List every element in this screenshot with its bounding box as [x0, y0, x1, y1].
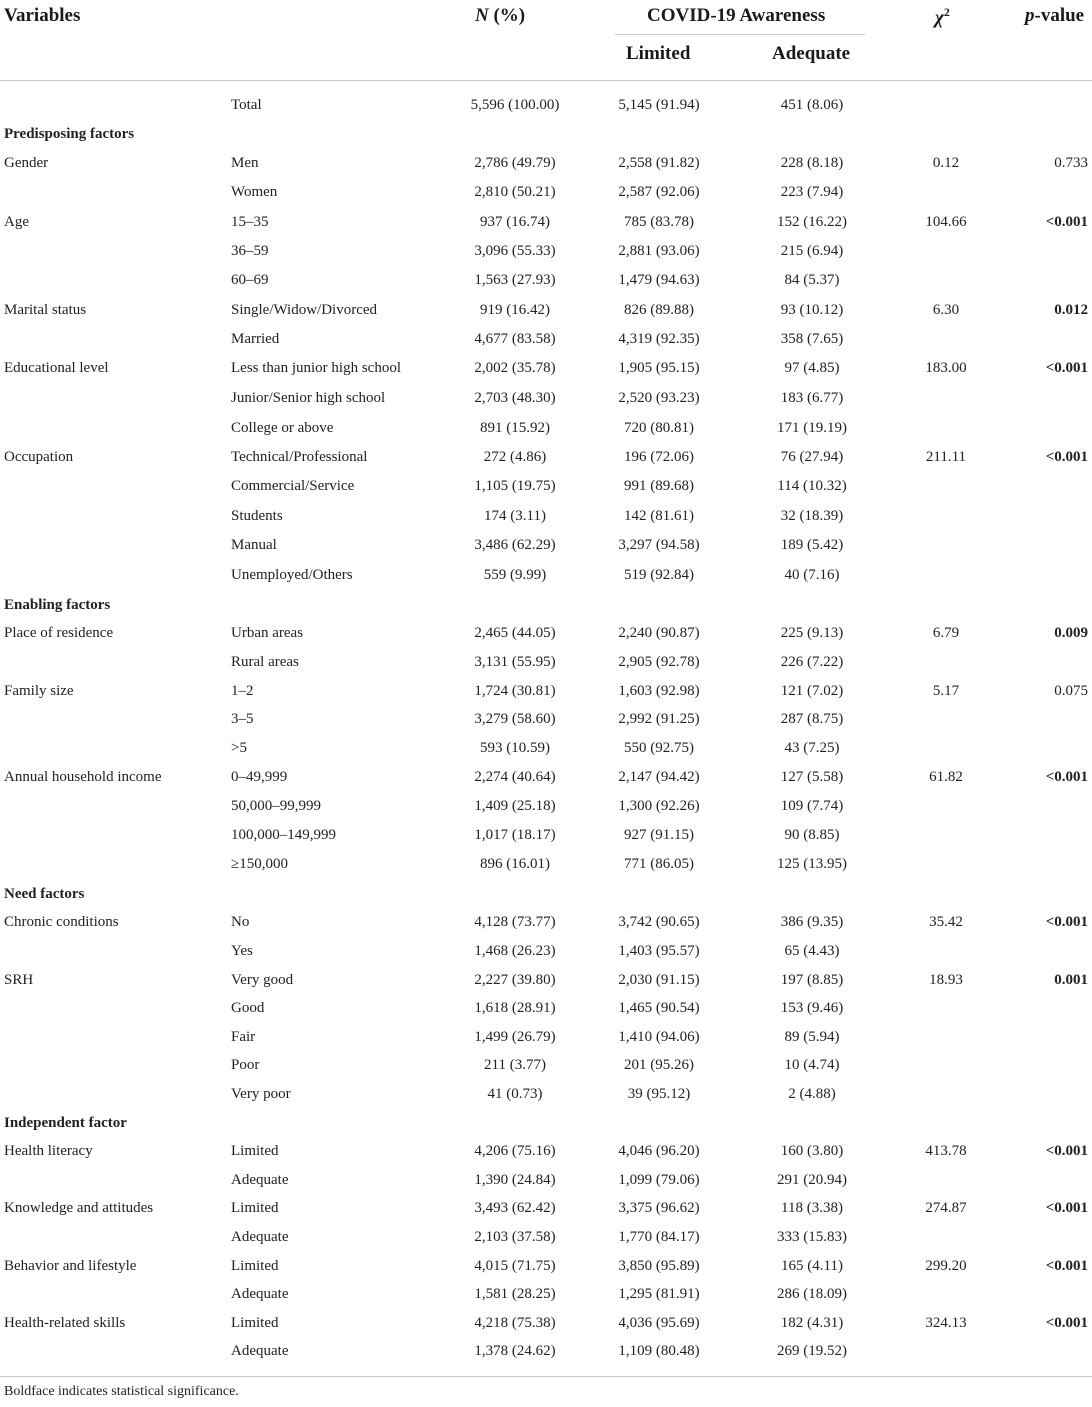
row-chi-square: 6.30: [932, 301, 960, 318]
row-category: 36–59: [231, 242, 269, 259]
row-n-percent: 3,493 (62.42): [474, 1199, 556, 1216]
row-p-value: <0.001: [1045, 1142, 1088, 1159]
row-variable: Chronic conditions: [4, 913, 119, 930]
row-limited: 2,905 (92.78): [618, 653, 700, 670]
row-category: Commercial/Service: [231, 477, 355, 494]
row-n-percent: 1,468 (26.23): [474, 942, 556, 959]
row-n-percent: 2,703 (48.30): [474, 389, 556, 406]
row-adequate: 386 (9.35): [780, 913, 844, 930]
section-predisposing-factors: Predisposing factors: [4, 126, 135, 142]
row-n-percent: 1,563 (27.93): [474, 271, 556, 288]
table-row: [0, 1309, 1092, 1338]
row-adequate: 90 (8.85): [784, 826, 840, 843]
section-independent-factor: Independent factor: [4, 1115, 127, 1131]
table-row: [0, 966, 1092, 995]
row-limited: 2,520 (93.23): [618, 389, 700, 406]
row-category: 3–5: [231, 710, 254, 727]
row-category: Very good: [231, 971, 294, 988]
row-adequate: 152 (16.22): [777, 213, 847, 230]
row-adequate: 183 (6.77): [780, 389, 844, 406]
table-row: [0, 1051, 1092, 1080]
footnote: Boldface indicates statistical significance.: [4, 1384, 239, 1399]
row-p-value: <0.001: [1045, 913, 1088, 930]
row-p-value: 0.012: [1054, 301, 1088, 318]
row-p-value: <0.001: [1045, 359, 1088, 376]
row-p-value: <0.001: [1045, 1199, 1088, 1216]
row-adequate: 215 (6.94): [780, 242, 844, 259]
table-row: [0, 237, 1092, 266]
table-row: [0, 325, 1092, 354]
row-category: Men: [231, 154, 259, 171]
row-variable: Annual household income: [4, 768, 162, 785]
row-n-percent: 3,486 (62.29): [474, 536, 556, 553]
row-n-percent: 272 (4.86): [483, 448, 547, 465]
row-n-percent: 1,581 (28.25): [474, 1285, 556, 1302]
row-adequate: 76 (27.94): [780, 448, 844, 465]
row-category: Limited: [231, 1257, 279, 1274]
row-n-percent: 2,103 (37.58): [474, 1228, 556, 1245]
table-row: [0, 531, 1092, 560]
row-n-percent: 1,724 (30.81): [474, 682, 556, 699]
row-n-percent: 937 (16.74): [480, 213, 550, 230]
table-row: [0, 1252, 1092, 1281]
header-n-symbol: N: [475, 5, 489, 26]
row-chi-square: 413.78: [925, 1142, 967, 1159]
row-category: Single/Widow/Divorced: [231, 301, 378, 318]
row-limited: 1,603 (92.98): [618, 682, 700, 699]
row-category: Fair: [231, 1028, 256, 1045]
row-chi-square: 183.00: [925, 359, 967, 376]
row-category: Poor: [231, 1056, 260, 1073]
table-row: [0, 1080, 1092, 1109]
row-adequate: 2 (4.88): [788, 1085, 836, 1102]
row-n-percent: 2,274 (40.64): [474, 768, 556, 785]
row-chi-square: 6.79: [932, 624, 960, 641]
row-limited: 927 (91.15): [624, 826, 694, 843]
row-limited: 1,109 (80.48): [618, 1342, 700, 1359]
row-category: Technical/Professional: [231, 448, 368, 465]
row-n-percent: 559 (9.99): [483, 566, 547, 583]
header-adequate: Adequate: [772, 43, 851, 64]
row-limited: 3,297 (94.58): [618, 536, 700, 553]
row-chi-square: 104.66: [925, 213, 967, 230]
row-variable: Health literacy: [4, 1142, 93, 1159]
table-row: [0, 763, 1092, 792]
row-limited: 2,558 (91.82): [618, 154, 700, 171]
table-row: [0, 705, 1092, 734]
row-limited: 3,375 (96.62): [618, 1199, 700, 1216]
header-variables: Variables: [4, 5, 81, 26]
row-adequate: 97 (4.85): [784, 359, 840, 376]
row-category: College or above: [231, 419, 334, 436]
table-row: [0, 178, 1092, 207]
row-category: 100,000–149,999: [231, 826, 336, 843]
row-variable: Behavior and lifestyle: [4, 1257, 137, 1274]
row-category: 1–2: [231, 682, 254, 699]
row-n-percent: 2,786 (49.79): [474, 154, 556, 171]
table-row: [0, 1137, 1092, 1166]
row-adequate: 89 (5.94): [784, 1028, 840, 1045]
row-adequate: 182 (4.31): [780, 1314, 844, 1331]
table-row: [0, 619, 1092, 648]
header-p-value: [1025, 5, 1084, 27]
row-adequate: 197 (8.85): [780, 971, 844, 988]
row-limited: 2,147 (94.42): [618, 768, 700, 785]
row-n-percent: 1,105 (19.75): [474, 477, 556, 494]
row-category: Rural areas: [231, 653, 299, 670]
row-limited: 2,240 (90.87): [618, 624, 700, 641]
row-adequate: 286 (18.09): [777, 1285, 847, 1302]
section-need-factors: Need factors: [4, 886, 85, 902]
table-row: [0, 472, 1092, 501]
row-category: No: [231, 913, 250, 930]
table-row: [0, 384, 1092, 413]
row-limited: 1,099 (79.06): [618, 1171, 700, 1188]
row-chi-square: 274.87: [925, 1199, 967, 1216]
row-limited: 196 (72.06): [624, 448, 694, 465]
row-p-value: 0.075: [1054, 682, 1088, 699]
row-limited: 3,742 (90.65): [618, 913, 700, 930]
section-enabling-factors: Enabling factors: [4, 597, 111, 613]
row-limited: 771 (86.05): [624, 855, 694, 872]
row-n-percent: 593 (10.59): [480, 739, 550, 756]
row-limited: 4,036 (95.69): [618, 1314, 700, 1331]
row-adequate: 333 (15.83): [777, 1228, 847, 1245]
row-category: 50,000–99,999: [231, 797, 321, 814]
row-n-percent: 4,206 (75.16): [474, 1142, 556, 1159]
row-limited: 991 (89.68): [624, 477, 694, 494]
row-n-percent: 3,096 (55.33): [474, 242, 556, 259]
row-category: Unemployed/Others: [231, 566, 353, 583]
table-row: [0, 561, 1092, 590]
row-adequate: 451 (8.06): [780, 96, 844, 113]
row-category: Good: [231, 999, 265, 1016]
row-category: Limited: [231, 1314, 279, 1331]
table-bottom-rule: [0, 1376, 1092, 1377]
row-adequate: 121 (7.02): [780, 682, 844, 699]
row-category: 15–35: [231, 213, 269, 230]
row-n-percent: 4,677 (83.58): [474, 330, 556, 347]
row-limited: 785 (83.78): [624, 213, 694, 230]
row-chi-square: 18.93: [929, 971, 963, 988]
row-variable: Family size: [4, 682, 74, 699]
row-p-value: 0.733: [1054, 154, 1088, 171]
row-n-percent: 1,618 (28.91): [474, 999, 556, 1016]
row-n-percent: 1,378 (24.62): [474, 1342, 556, 1359]
row-adequate: 287 (8.75): [780, 710, 844, 727]
row-adequate: 43 (7.25): [784, 739, 840, 756]
table-row: [0, 937, 1092, 966]
row-limited: 1,905 (95.15): [618, 359, 700, 376]
row-p-value: <0.001: [1045, 1257, 1088, 1274]
table-row: [0, 1023, 1092, 1052]
row-adequate: 225 (9.13): [780, 624, 844, 641]
row-limited: 1,770 (84.17): [618, 1228, 700, 1245]
row-n-percent: 891 (15.92): [480, 419, 550, 436]
header-covid-awareness: COVID-19 Awareness: [647, 5, 826, 26]
row-category: Students: [231, 507, 283, 524]
table-row: [0, 1280, 1092, 1309]
table-row: [0, 502, 1092, 531]
row-category: Manual: [231, 536, 277, 553]
row-n-percent: 211 (3.77): [484, 1056, 546, 1073]
table-row: [0, 821, 1092, 850]
row-adequate: 84 (5.37): [784, 271, 840, 288]
row-limited: 39 (95.12): [627, 1085, 691, 1102]
row-n-percent: 3,131 (55.95): [474, 653, 556, 670]
row-category: Very poor: [231, 1085, 291, 1102]
table-row: [0, 994, 1092, 1023]
row-variable: Knowledge and attitudes: [4, 1199, 154, 1216]
row-variable: Educational level: [4, 359, 109, 376]
row-adequate: 32 (18.39): [780, 507, 844, 524]
row-chi-square: 324.13: [925, 1314, 967, 1331]
row-limited: 2,881 (93.06): [618, 242, 700, 259]
row-n-percent: 1,499 (26.79): [474, 1028, 556, 1045]
row-category: Yes: [231, 942, 253, 959]
header-chi-exponent: 2: [943, 5, 950, 19]
table-row: [0, 792, 1092, 821]
row-limited: 1,295 (81.91): [618, 1285, 700, 1302]
row-variable: SRH: [4, 971, 34, 988]
row-n-percent: 174 (3.11): [484, 507, 546, 524]
row-variable: Occupation: [4, 448, 74, 465]
table-row: [0, 208, 1092, 237]
row-n-percent: 1,409 (25.18): [474, 797, 556, 814]
row-adequate: 118 (3.38): [781, 1199, 843, 1216]
row-category: Total: [231, 96, 262, 113]
row-chi-square: 5.17: [932, 682, 960, 699]
row-p-value: <0.001: [1045, 1314, 1088, 1331]
row-limited: 550 (92.75): [624, 739, 694, 756]
row-p-value: 0.001: [1054, 971, 1088, 988]
row-category: Adequate: [231, 1228, 289, 1245]
row-adequate: 165 (4.11): [781, 1257, 843, 1274]
row-variable: Gender: [4, 154, 49, 171]
table-row: [0, 908, 1092, 937]
row-category: Women: [231, 183, 278, 200]
row-category: 60–69: [231, 271, 269, 288]
row-adequate: 171 (19.19): [777, 419, 847, 436]
row-limited: 2,587 (92.06): [618, 183, 700, 200]
row-chi-square: 61.82: [929, 768, 963, 785]
header-chi-square: [935, 5, 950, 29]
header-subrule: [615, 34, 865, 35]
header-n-percent: [475, 5, 525, 27]
table-row: [0, 1223, 1092, 1252]
row-limited: 1,465 (90.54): [618, 999, 700, 1016]
row-category: Less than junior high school: [231, 359, 401, 376]
row-category: >5: [231, 739, 247, 756]
header-p-suffix: -value: [1034, 5, 1085, 26]
row-variable: Health-related skills: [4, 1314, 126, 1331]
row-adequate: 153 (9.46): [780, 999, 844, 1016]
row-limited: 1,403 (95.57): [618, 942, 700, 959]
row-adequate: 160 (3.80): [780, 1142, 844, 1159]
row-n-percent: 919 (16.42): [480, 301, 550, 318]
table-row: [0, 1337, 1092, 1366]
row-category: Limited: [231, 1142, 279, 1159]
row-n-percent: 1,390 (24.84): [474, 1171, 556, 1188]
row-limited: 720 (80.81): [624, 419, 694, 436]
row-category: Limited: [231, 1199, 279, 1216]
row-n-percent: 1,017 (18.17): [474, 826, 556, 843]
row-adequate: 93 (10.12): [780, 301, 844, 318]
table-row: [0, 1166, 1092, 1195]
row-n-percent: 4,015 (71.75): [474, 1257, 556, 1274]
row-n-percent: 4,128 (73.77): [474, 913, 556, 930]
row-limited: 1,410 (94.06): [618, 1028, 700, 1045]
row-p-value: <0.001: [1045, 768, 1088, 785]
table-row: [0, 850, 1092, 879]
table-row: [0, 354, 1092, 383]
row-chi-square: 211.11: [925, 448, 967, 465]
row-adequate: 109 (7.74): [780, 797, 844, 814]
table-row: [0, 734, 1092, 763]
table-row: [0, 296, 1092, 325]
row-category: Urban areas: [231, 624, 304, 641]
row-n-percent: 2,465 (44.05): [474, 624, 556, 641]
row-p-value: <0.001: [1045, 448, 1088, 465]
row-adequate: 228 (8.18): [780, 154, 844, 171]
row-adequate: 125 (13.95): [777, 855, 847, 872]
row-n-percent: 3,279 (58.60): [474, 710, 556, 727]
row-adequate: 223 (7.94): [780, 183, 844, 200]
header-chi-symbol: χ: [935, 7, 944, 29]
row-category: Married: [231, 330, 280, 347]
row-category: ≥150,000: [231, 855, 288, 872]
row-n-percent: 4,218 (75.38): [474, 1314, 556, 1331]
row-chi-square: 0.12: [932, 154, 960, 171]
row-variable: Place of residence: [4, 624, 114, 641]
row-limited: 2,030 (91.15): [618, 971, 700, 988]
table-row: [0, 677, 1092, 706]
row-adequate: 291 (20.94): [777, 1171, 847, 1188]
row-limited: 4,046 (96.20): [618, 1142, 700, 1159]
row-limited: 1,300 (92.26): [618, 797, 700, 814]
row-p-value: <0.001: [1045, 213, 1088, 230]
table-row: [0, 648, 1092, 677]
row-chi-square: 299.20: [925, 1257, 967, 1274]
row-category: Junior/Senior high school: [231, 389, 386, 406]
row-n-percent: 2,810 (50.21): [474, 183, 556, 200]
header-p-symbol: p: [1025, 5, 1035, 26]
row-n-percent: 2,002 (35.78): [474, 359, 556, 376]
row-adequate: 65 (4.43): [784, 942, 840, 959]
row-adequate: 358 (7.65): [780, 330, 844, 347]
row-limited: 826 (89.88): [624, 301, 694, 318]
row-variable: Marital status: [4, 301, 87, 318]
row-n-percent: 896 (16.01): [480, 855, 550, 872]
row-variable: Age: [4, 213, 29, 230]
row-adequate: 127 (5.58): [780, 768, 844, 785]
row-adequate: 226 (7.22): [780, 653, 844, 670]
table-row: [0, 149, 1092, 178]
table-row: [0, 443, 1092, 472]
row-limited: 2,992 (91.25): [618, 710, 700, 727]
row-adequate: 10 (4.74): [784, 1056, 840, 1073]
row-limited: 142 (81.61): [624, 507, 694, 524]
row-adequate: 40 (7.16): [784, 566, 840, 583]
row-chi-square: 35.42: [929, 913, 963, 930]
row-category: Adequate: [231, 1171, 289, 1188]
row-limited: 201 (95.26): [624, 1056, 694, 1073]
row-n-percent: 5,596 (100.00): [470, 96, 560, 113]
row-limited: 3,850 (95.89): [618, 1257, 700, 1274]
row-adequate: 114 (10.32): [777, 477, 847, 494]
table-row: [0, 266, 1092, 295]
table-row: [0, 414, 1092, 443]
table-row: [0, 91, 1092, 120]
row-n-percent: 41 (0.73): [487, 1085, 543, 1102]
row-limited: 1,479 (94.63): [618, 271, 700, 288]
header-n-suffix: (%): [488, 5, 526, 26]
row-limited: 5,145 (91.94): [618, 96, 700, 113]
row-limited: 519 (92.84): [624, 566, 694, 583]
row-category: Adequate: [231, 1342, 289, 1359]
row-n-percent: 2,227 (39.80): [474, 971, 556, 988]
table-row: [0, 1194, 1092, 1223]
header-bottom-rule: [0, 80, 1092, 81]
header-limited: Limited: [626, 43, 691, 64]
row-category: 0–49,999: [231, 768, 288, 785]
row-adequate: 269 (19.52): [777, 1342, 847, 1359]
row-category: Adequate: [231, 1285, 289, 1302]
row-adequate: 189 (5.42): [780, 536, 844, 553]
row-p-value: 0.009: [1054, 624, 1088, 641]
row-limited: 4,319 (92.35): [618, 330, 700, 347]
